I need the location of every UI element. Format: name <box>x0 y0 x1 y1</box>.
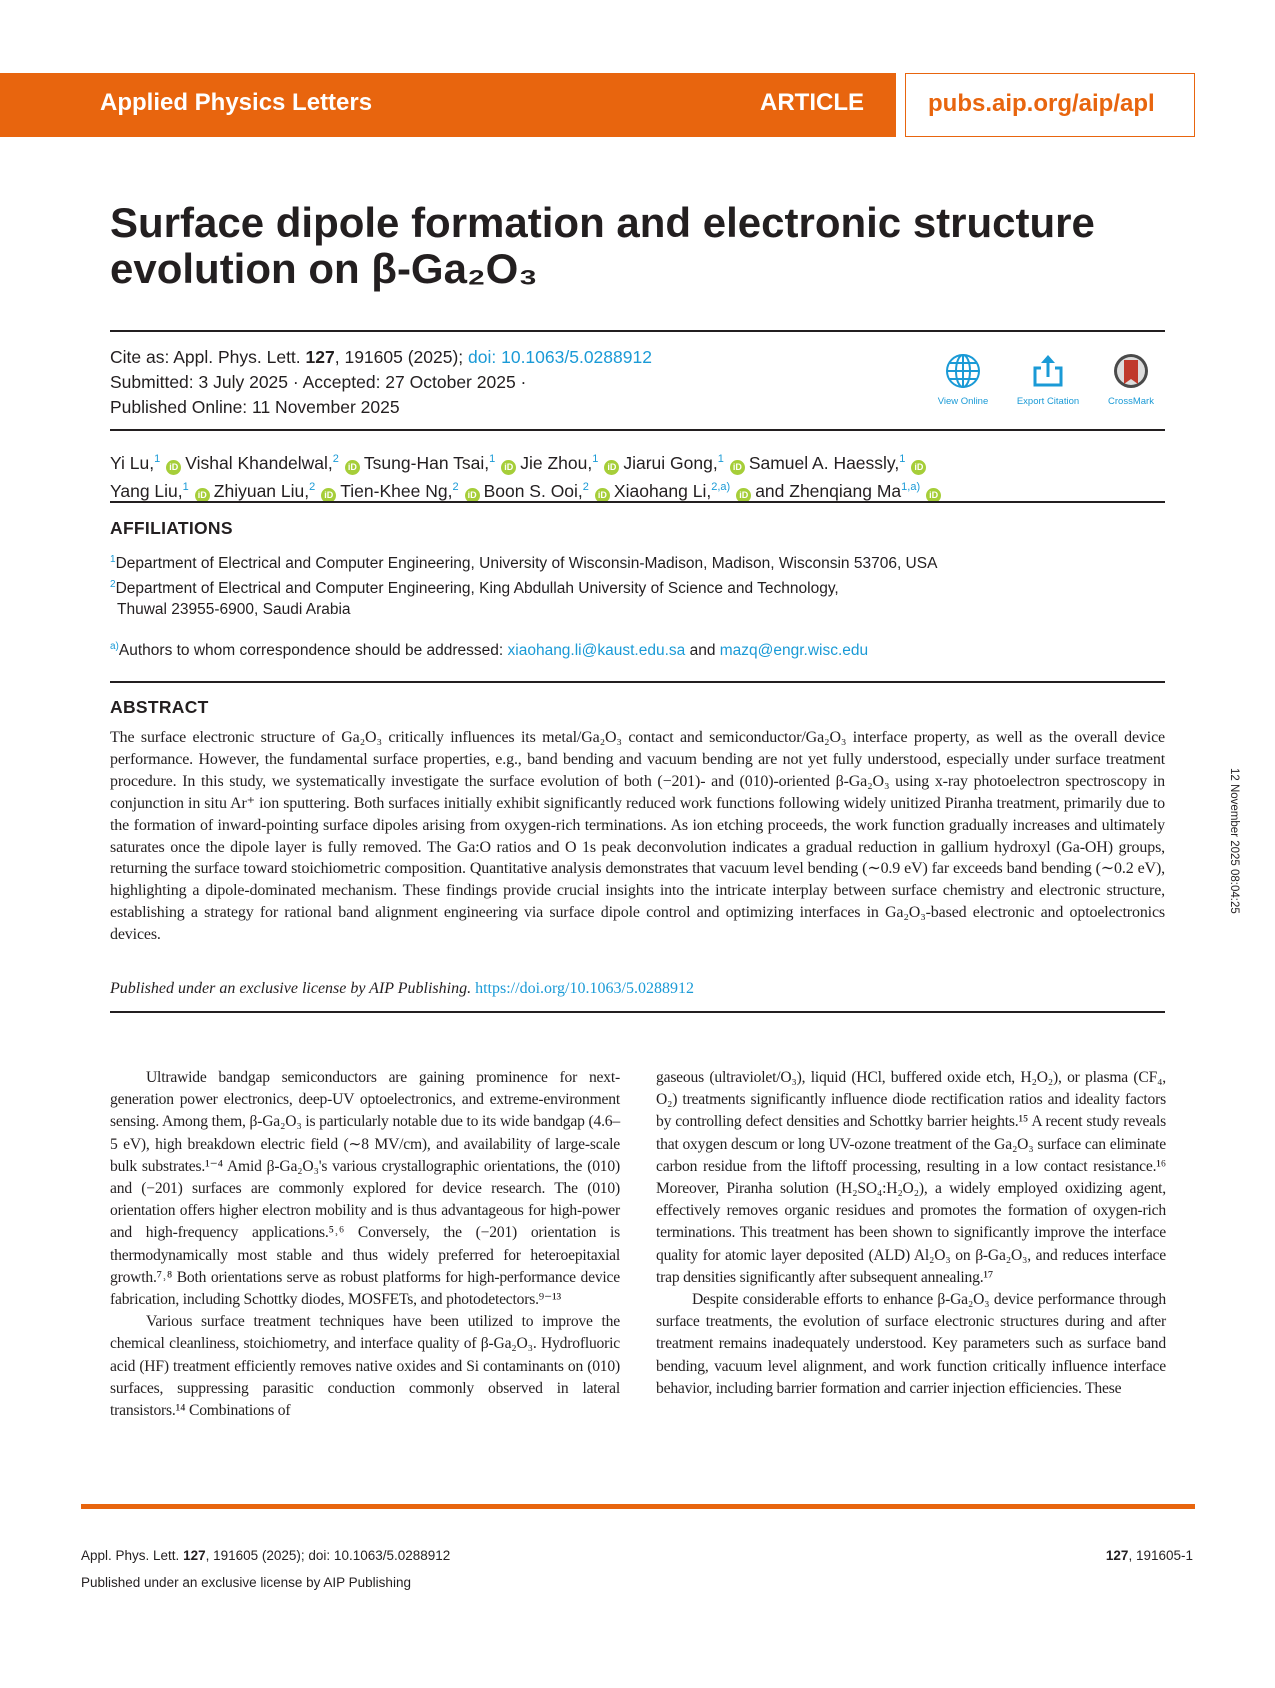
author-name: Yang Liu, <box>110 480 183 501</box>
doi-link[interactable]: doi: 10.1063/5.0288912 <box>468 347 652 367</box>
email-link[interactable]: xiaohang.li@kaust.edu.sa <box>507 642 686 660</box>
author-affiliation-mark: 1 <box>154 453 161 465</box>
author-affiliation-mark: 2 <box>332 453 339 465</box>
cite-prefix: Cite as: Appl. Phys. Lett. <box>110 347 306 367</box>
orcid-icon[interactable]: iD <box>911 460 926 475</box>
affiliation-text-cont: Thuwal 23955-6900, Saudi Arabia <box>117 601 351 619</box>
author-name: and Zhenqiang Ma <box>755 480 902 501</box>
paper-title: Surface dipole formation and electronic structure evolution on β-Ga₂O₃ <box>110 199 1095 292</box>
orcid-icon[interactable]: iD <box>465 488 480 503</box>
author-name: Vishal Khandelwal, <box>185 452 333 473</box>
affiliations-heading: AFFILIATIONS <box>110 518 233 538</box>
author-name: Tien-Khee Ng, <box>340 480 453 501</box>
orcid-icon[interactable]: iD <box>736 488 751 503</box>
view-online-label[interactable]: View Online <box>937 396 989 407</box>
affiliation-text: Department of Electrical and Computer Engineering, University of Wisconsin-Madison, Madison, Wisconsin 53706, USA <box>115 555 938 573</box>
author-name: Jiarui Gong, <box>623 452 718 473</box>
body-paragraph: Ultrawide bandgap semiconductors are gaining prominence for next-generation power electronics, deep-UV optoelectronics, and extreme-environment sensing. Among them, β-Ga₂O₃ is particularly notable due to its wide bandgap (4.6–5 eV), high breakdown electric field (∼8 MV/cm), and availability of large-scale bulk substrates.¹⁻⁴ Amid β-Ga₂O₃'s various crystallographic orientations, the (010) and (−201) surfaces are commonly explored for device research. The (010) orientation offers higher electron mobility and is thus advantageous for high-power and high-frequency applications.⁵˒⁶ Conversely, the (−201) orientation is thermodynamically most stable and thus widely preferred for heteroepitaxial growth.⁷˒⁸ Both orientations serve as robust platforms for high-performance device fabrication, including Schottky diodes, MOSFETs, and photodetectors.⁹⁻¹³ <box>110 1069 620 1309</box>
cite-volume: 127 <box>305 347 335 367</box>
footer-license: Published under an exclusive license by AIP Publishing <box>81 1575 411 1590</box>
divider <box>110 330 1165 332</box>
body-paragraph: Despite considerable efforts to enhance β-Ga₂O₃ device performance through surface treatments, the evolution of surface electronic structures during and after treatment remains inadequately understood. Key parameters such as surface band bending, vacuum level alignment, and work function critically influence interface behavior, including barrier formation and carrier injection efficiencies. These <box>656 1291 1166 1397</box>
email-link[interactable]: mazq@engr.wisc.edu <box>719 642 869 660</box>
author-name: Boon S. Ooi, <box>483 480 583 501</box>
orcid-icon[interactable]: iD <box>195 488 210 503</box>
journal-url-box[interactable] <box>905 73 1195 137</box>
crossmark-label[interactable]: CrossMark <box>1108 396 1154 407</box>
divider <box>110 681 1165 683</box>
orcid-icon[interactable]: iD <box>501 460 516 475</box>
page-id: , 191605-1 <box>1128 1548 1193 1563</box>
export-citation-button[interactable] <box>1008 352 1088 407</box>
author-affiliation-mark: 2 <box>309 480 316 493</box>
dates-line-2: Published Online: 11 November 2025 <box>110 397 400 417</box>
divider <box>110 501 1165 503</box>
orcid-icon[interactable]: iD <box>321 488 336 503</box>
author-affiliation-mark: 1 <box>182 480 189 493</box>
author-affiliation-mark: 1 <box>592 453 599 465</box>
abstract-text: The surface electronic structure of Ga₂O₃ critically influences its metal/Ga₂O₃ contact and semiconductor/Ga₂O₃ interface property, as well as the overall device performance. However, the fundamental surface properties, e.g., band bending and vacuum bending are not yet fully understood, especially under surface treatment procedure. In this study, we systematically investigate the surface evolution of both (−201)- and (010)-oriented β-Ga₂O₃ using x-ray photoelectron spectroscopy in conjunction in situ Ar⁺ ion sputtering. Both surfaces initially exhibit significantly reduced work functions following widely unitized Piranha treatment, primarily due to the formation of inward-pointing surface dipoles arising from oxygen-rich terminations. As ion etching proceeds, the work function gradually increases and ultimately saturates once the dipole layer is fully removed. The Ga:O ratios and O 1s peak deconvolution indicates a gradual reduction in gallium hydroxyl (Ga-OH) groups, returning the surface toward stoichiometric composition. Quantitative analysis demonstrates that vacuum level bending (∼0.9 eV) far exceeds band bending (∼0.2 eV), highlighting a dipole-dominated mechanism. These findings provide crucial insights into the intricate interplay between surface chemistry and electronic structure, establishing a strategy for rational band alignment engineering via surface dipole control and optimizing interfaces in Ga₂O₃-based electronic and optoelectronics devices. <box>110 729 1165 944</box>
cite-suffix: , 191605 (2025); <box>334 347 469 367</box>
divider <box>110 429 1165 431</box>
author-name: Tsung-Han Tsai, <box>363 452 490 473</box>
article-type: ARTICLE <box>760 89 864 116</box>
footer-cite-suffix: , 191605 (2025); doi: 10.1063/5.0288912 <box>205 1548 451 1563</box>
license-line <box>110 980 694 998</box>
crossmark-button[interactable] <box>1091 352 1171 407</box>
author-name: Xiaohang Li, <box>613 480 712 501</box>
body-column-right <box>656 1067 1166 1400</box>
affiliation-1 <box>110 549 937 574</box>
journal-url[interactable]: pubs.aip.org/aip/apl <box>928 90 1155 117</box>
footer-volume: 127 <box>183 1548 206 1563</box>
download-timestamp: 12 November 2025 08:04:25 <box>1228 768 1240 914</box>
orcid-icon[interactable]: iD <box>604 460 619 475</box>
journal-header-band <box>0 73 896 137</box>
author-name: Zhiyuan Liu, <box>213 480 310 501</box>
abstract-heading: ABSTRACT <box>110 697 209 717</box>
corr-mark: a) <box>110 641 119 652</box>
author-affiliation-mark: 1 <box>899 453 906 465</box>
orcid-icon[interactable]: iD <box>345 460 360 475</box>
author-name: Yi Lu, <box>110 452 155 473</box>
author-affiliation-mark: 2,a) <box>711 480 731 493</box>
author-affiliation-mark: 1 <box>489 453 496 465</box>
export-citation-label[interactable]: Export Citation <box>1016 396 1080 407</box>
divider <box>110 1011 1165 1013</box>
corr-and: and <box>685 642 720 660</box>
affiliation-mark: 2 <box>110 579 116 590</box>
citation-block <box>110 345 652 420</box>
dates-line-1: Submitted: 3 July 2025 · Accepted: 27 October 2025 · <box>110 372 527 392</box>
footer-cite-prefix: Appl. Phys. Lett. <box>81 1548 184 1563</box>
orcid-icon[interactable]: iD <box>730 460 745 475</box>
license-text: Published under an exclusive license by AIP Publishing. <box>110 980 476 997</box>
body-column-left <box>110 1067 620 1422</box>
crossmark-icon <box>1112 352 1150 390</box>
author-affiliation-mark: 2 <box>452 480 459 493</box>
body-paragraph: Various surface treatment techniques have been utilized to improve the chemical cleanliness, stoichiometry, and interface quality of β-Ga₂O₃. Hydrofluoric acid (HF) treatment efficiently removes native oxides and Si contaminants on (010) surfaces, suppressing parasitic conduction commonly observed in lateral transistors.¹⁴ Combinations of <box>110 1313 620 1420</box>
body-paragraph: gaseous (ultraviolet/O₃), liquid (HCl, buffered oxide etch, H₂O₂), or plasma (CF₄, O₂) treatments significantly influence diode rectification ratios and ideality factors by controlling defect densities and Schottky barrier heights.¹⁵ A recent study reveals that oxygen descum or long UV-ozone treatment of the Ga₂O₃ surface can eliminate carbon residue from the liftoff processing, resulting in a low contact resistance.¹⁶ Moreover, Piranha solution (H₂SO₄:H₂O₂), a widely employed oxidizing agent, effectively removes organic residues and promotes the formation of oxygen-rich terminations. This treatment has been shown to significantly improve the interface quality for atomic layer deposited (ALD) Al₂O₃ on β-Ga₂O₃, and reduces interface trap densities significantly after subsequent annealing.¹⁷ <box>656 1069 1166 1286</box>
affiliation-mark: 1 <box>110 554 116 565</box>
author-name: Jie Zhou, <box>520 452 593 473</box>
author-affiliation-mark: 1,a) <box>901 480 921 493</box>
orcid-icon[interactable]: iD <box>166 460 181 475</box>
correspondence <box>110 636 868 661</box>
doi-url-link[interactable]: https://doi.org/10.1063/5.0288912 <box>475 980 694 997</box>
orcid-icon[interactable]: iD <box>595 488 610 503</box>
page-number <box>1106 1548 1193 1563</box>
globe-icon <box>944 352 982 390</box>
journal-name[interactable]: Applied Physics Letters <box>100 89 373 116</box>
view-online-button[interactable] <box>923 352 1003 407</box>
affiliation-text: Department of Electrical and Computer Engineering, King Abdullah University of Science and Technology, <box>115 580 839 598</box>
footer-citation <box>81 1548 450 1563</box>
footer-rule <box>81 1504 1195 1509</box>
author-name: Samuel A. Haessly, <box>748 452 900 473</box>
author-affiliation-mark: 2 <box>582 480 589 493</box>
author-affiliation-mark: 1 <box>717 453 724 465</box>
affiliation-2 <box>110 574 839 620</box>
article-actions <box>925 352 1170 412</box>
corr-text: Authors to whom correspondence should be addressed: <box>118 642 508 660</box>
author-list <box>110 447 1170 503</box>
export-icon <box>1029 352 1067 390</box>
orcid-icon[interactable]: iD <box>926 488 941 503</box>
page-volume: 127 <box>1105 1548 1129 1563</box>
